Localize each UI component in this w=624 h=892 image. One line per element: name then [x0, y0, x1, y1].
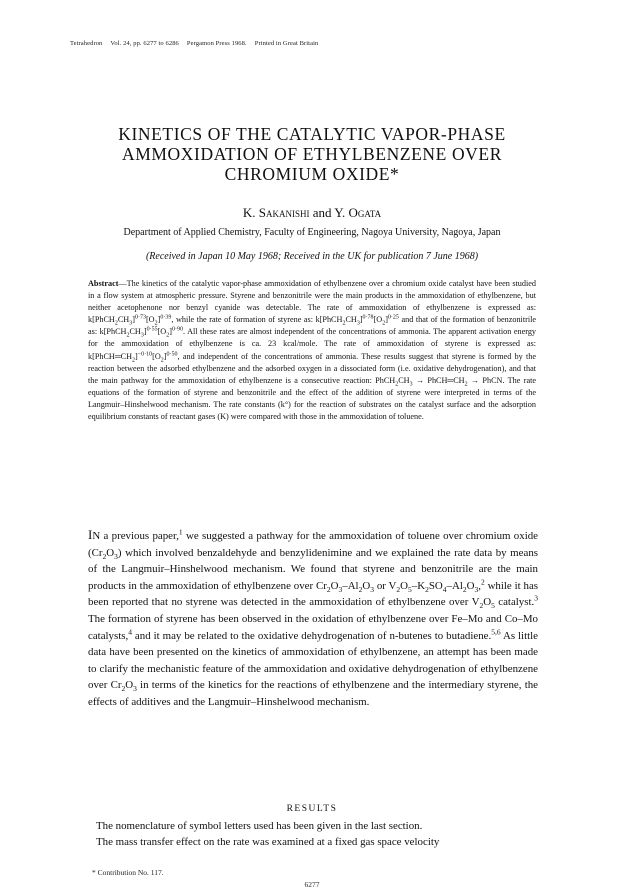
- results-line-1: The nomenclature of symbol letters used has been given in the last section.: [96, 820, 423, 832]
- footnote: * Contribution No. 117.: [92, 868, 164, 877]
- authors: K. Sakanishi and Y. Ogata: [242, 205, 382, 220]
- journal-publisher: Pergamon Press 1968.: [186, 40, 247, 47]
- title-line-2: AMMOXIDATION OF ETHYLBENZENE OVER: [122, 144, 502, 164]
- abstract: Abstract—The kinetics of the catalytic vapor-phase ammoxidation of ethylbenzene over a chromium oxide catalyst have been studied in a flow system at atmospheric pressure. Styrene and benzonitrile were the main products in the ammoxidation of ethylbenzene, but neither acetophenone nor benzyl cyanide was detectable. The rate of ammoxidation of ethylbenzene is expressed as: $k[PhCH_2CH_3]^{0\cdot 73}[O_2]^{0\cdot 39}$, while the rate of formation of styrene as: $k[PhCH_2CH_3]^{0\cdot 78}[O_2]^{0\cdot 25}$ and that of the formation of benzonitrile as: $k[PhCH_2CH_3]^{0\cdot 55}[O_2]^{0\cdot 90}$. All these rates are almost independent of the concentrations of ammonia. The apparent activation energy for the ammoxidation of ethylbenzene is ca. 23 kcal/mole. The rate of ammoxidation of styrene is expressed as: $k[PhCH═CH_2]^{-0\cdot 10}[O_2]^{0\cdot 50}$, and independent of the concentrations of ammonia. These results suggest that styrene is formed by the reaction between the adsorbed ethylbenzene and the adsorbed oxygen in a dissociated form (i.e. oxidative dehydrogenation), and that the main pathway for the ammoxidation of ethylbenzene is a consecutive reaction: $PhCH_2CH_3$ → $PhCH═CH_2$ → PhCN. The rate equations of the formation of styrene and benzonitrile and the effect of the addition of styrene were interpreted in terms of the Langmuir–Hinshelwood mechanism. The rate constants (k°) for the reaction of substrates on the catalyst surface and the adsorption equilibrium constants of reactant gases (K) were compared with those in the ammoxidation of toluene.: [88, 279, 537, 422]
- article-title: [70, 124, 554, 184]
- journal-header: [70, 40, 326, 47]
- author-sakanishi: Sakanishi: [258, 205, 310, 220]
- journal-volume: Vol. 24, pp. 6277 to 6286: [110, 40, 179, 47]
- results-text: [88, 818, 538, 850]
- title-line-3: CHROMIUM OXIDE*: [224, 164, 400, 184]
- affiliation: Department of Applied Chemistry, Faculty of Engineering, Nagoya University, Nagoya, Japan: [123, 227, 501, 238]
- received-dates: (Received in Japan 10 May 1968; Received in the UK for publication 7 June 1968): [145, 251, 479, 262]
- drop-cap: I: [88, 527, 93, 542]
- results-heading: RESULTS: [286, 804, 338, 814]
- title-line-1: KINETICS OF THE CATALYTIC VAPOR-PHASE: [118, 124, 506, 144]
- introduction-paragraph: IN a previous paper,$^1$ we suggested a pathway for the ammoxidation of toluene over chromium oxide $(Cr_2O_3)$ which involved benzaldehyde and benzylidenimine and we explained the rate data by means of the Langmuir–Hinshelwood mechanism. We found that styrene and benzonitrile are the main products in the ammoxidation of ethylbenzene over $Cr_2O_3-Al_2O_3$ or $V_2O_5-K_2SO_4-Al_2O_3,^2$ while it has been reported that no styrene was detected in the ammoxidation of ethylbenzene over $V_2O_5$ catalyst.$^3$ The formation of styrene has been observed in the oxidation of ethylbenzene over Fe–Mo and Co–Mo catalysts,$^4$ and it may be related to the oxidative dehydrogenation of n-butenes to butadiene.$^{5,6}$ As little data have been presented on the kinetics of ammoxidation of ethylbenzene, an attempt has been made to clarify the mechanistic feature of the ammoxidation and oxidative dehydrogenation of ethylbenzene over $Cr_2O_3$ in terms of the kinetics for the reactions of ethylbenzene and the intermediary styrene, the effects of additives and the Langmuir–Hinshelwood mechanism.: [88, 527, 539, 708]
- journal-name: Tetrahedron: [70, 40, 103, 47]
- journal-printed: Printed in Great Britain: [254, 40, 319, 47]
- results-line-2: The mass transfer effect on the rate was examined at a fixed gas space velocity: [96, 836, 440, 848]
- abstract-label: Abstract: [88, 279, 119, 288]
- author-ogata: Ogata: [348, 205, 382, 220]
- page-number: 6277: [304, 880, 320, 889]
